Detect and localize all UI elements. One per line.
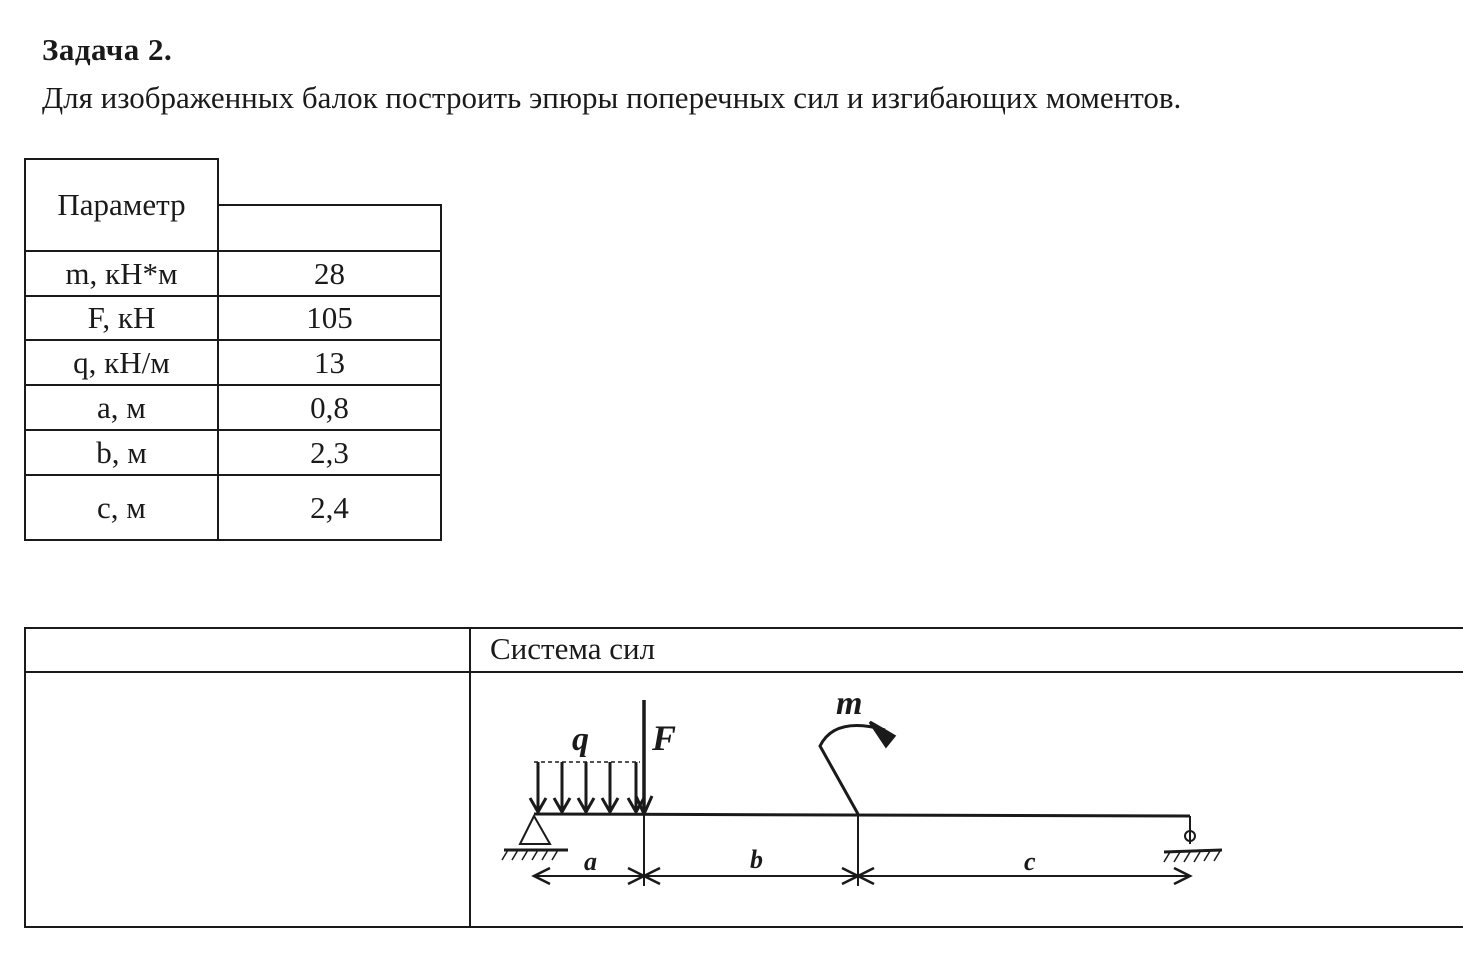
task-title: Задача 2. [42, 32, 173, 67]
moment-arc [820, 726, 885, 814]
task-description: Для изображенных балок построить эпюры поперечных сил и изгибающих моментов. [42, 80, 1182, 115]
label-q: q [572, 721, 589, 758]
parameter-table [24, 158, 442, 541]
table-cell-label: F, кН [87, 300, 156, 335]
table-border [24, 627, 26, 928]
table-border [440, 204, 442, 541]
force-system-header: Система сил [490, 631, 656, 666]
table-cell-value: 105 [306, 300, 353, 335]
right-support-ground [1164, 850, 1222, 852]
table-cell-value: 2,3 [310, 434, 349, 470]
label-c: c [1024, 847, 1036, 876]
label-a: a [584, 847, 597, 876]
table-border [24, 627, 1463, 629]
table-border [24, 539, 442, 541]
table-border [24, 926, 1463, 928]
moment-arrowhead [870, 722, 894, 746]
table-cell-value: 28 [314, 255, 345, 291]
table-cell-label: q, кН/м [73, 344, 170, 380]
table-cell-label: a, м [97, 389, 146, 425]
beam-line [534, 814, 1190, 816]
table-cell-label: b, м [96, 434, 147, 470]
label-F: F [652, 718, 677, 758]
beam-diagram [490, 686, 1250, 906]
table-cell-label: c, м [97, 489, 146, 525]
left-support [520, 816, 550, 844]
table-header-parameter: Параметр [57, 187, 186, 222]
table-border [218, 204, 442, 206]
table-cell-value: 2,4 [310, 489, 349, 525]
table-border [24, 671, 1463, 673]
table-border [469, 627, 471, 928]
label-b: b [750, 845, 763, 874]
label-m: m [836, 686, 863, 722]
table-cell-value: 13 [314, 344, 345, 380]
table-cell-value: 0,8 [310, 389, 349, 425]
distributed-load-arrows [530, 762, 644, 812]
table-cell-label: m, кН*м [65, 255, 178, 291]
